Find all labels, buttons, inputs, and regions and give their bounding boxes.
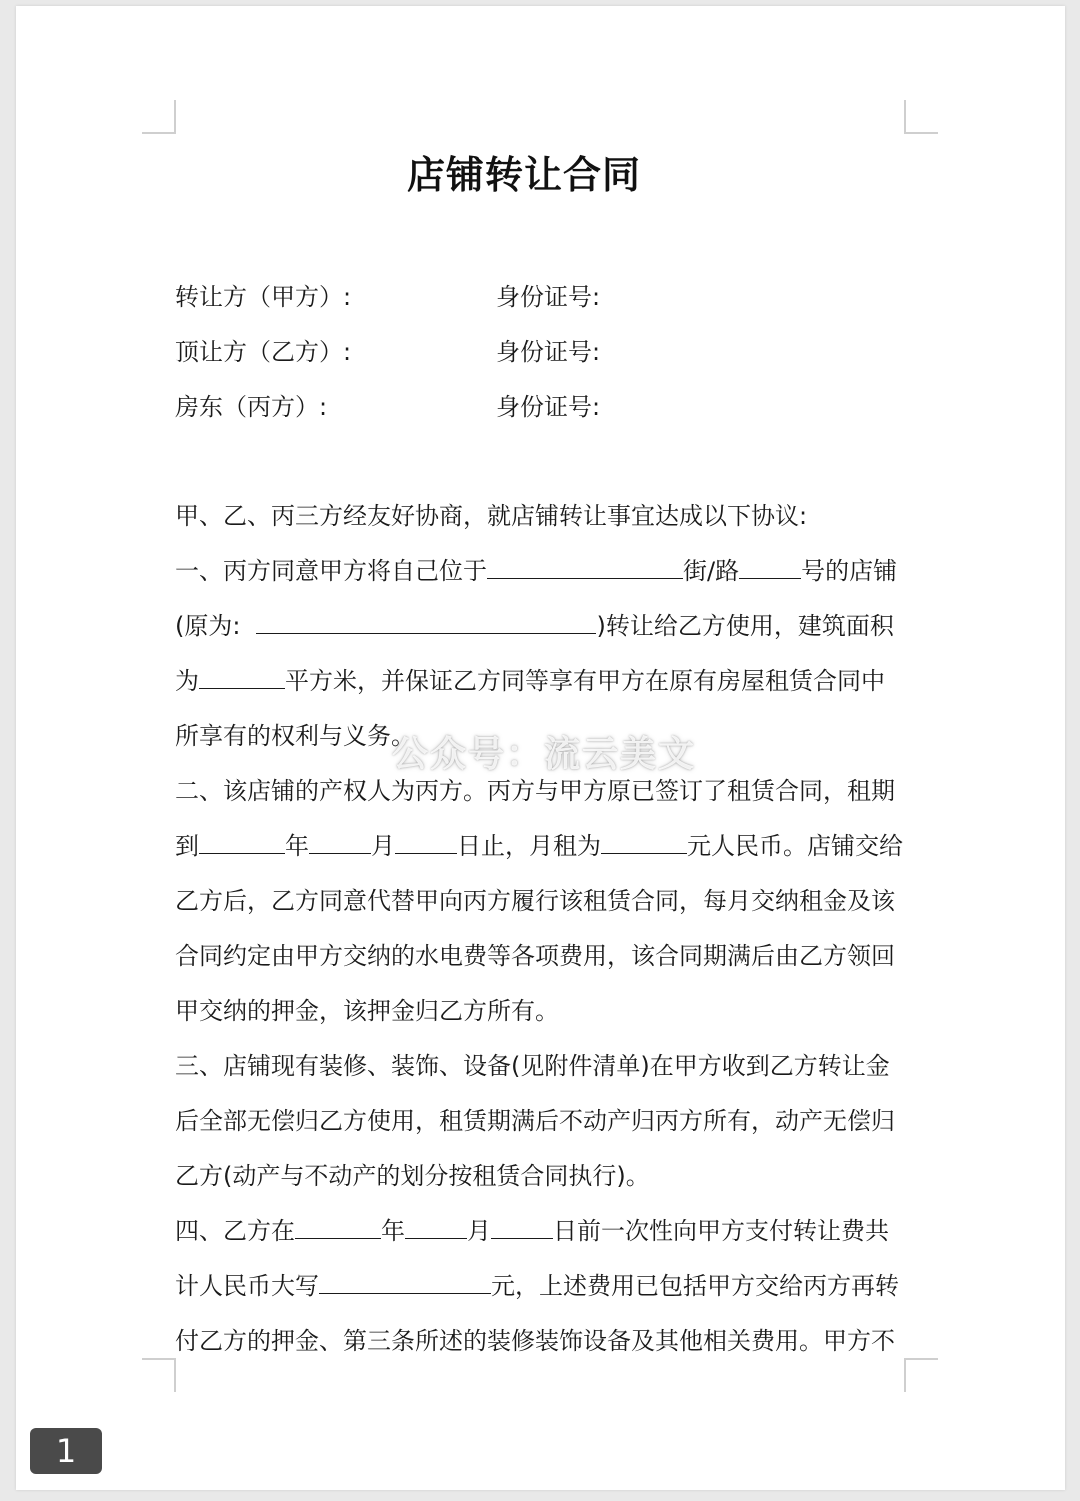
lease-year-blank <box>199 831 285 854</box>
clause-2-line-1: 二、该店铺的产权人为丙方。丙方与甲方原已签订了租赁合同，租期 <box>175 777 895 805</box>
clause-text: 四、乙方在 <box>175 1217 295 1245</box>
clause-text: 平方米，并保证乙方同等享有甲方在原有房屋租赁合同中 <box>285 667 885 695</box>
intro-paragraph: 甲、乙、丙三方经友好协商，就店铺转让事宜达成以下协议: <box>175 502 808 530</box>
lease-day-blank <box>395 831 457 854</box>
page-number-badge: 1 <box>30 1428 102 1474</box>
clause-text: 元人民币。店铺交给 <box>687 832 903 860</box>
clause-4-line-2 <box>175 1271 905 1301</box>
document-title: 店铺转让合同 <box>406 153 641 197</box>
monthly-rent-blank <box>601 831 687 854</box>
margin-mark-bottom-left <box>142 1358 176 1392</box>
payment-day-blank <box>491 1216 553 1239</box>
margin-mark-top-left <box>142 100 176 134</box>
amount-uppercase-blank <box>319 1271 491 1294</box>
street-blank <box>487 556 683 579</box>
clause-text: 月 <box>371 832 395 860</box>
margin-mark-top-right <box>904 100 938 134</box>
clause-1-line-4: 所享有的权利与义务。 <box>175 722 415 750</box>
clause-3-line-2: 后全部无偿归乙方使用，租赁期满后不动产归丙方所有，动产无偿归 <box>175 1107 895 1135</box>
party-transferor-id-label: 身份证号: <box>496 283 601 311</box>
clause-3-line-1: 三、店铺现有装修、装饰、设备(见附件清单)在甲方收到乙方转让金 <box>175 1052 890 1080</box>
clause-4-line-3: 付乙方的押金、第三条所述的装修装饰设备及其他相关费用。甲方不 <box>175 1327 895 1355</box>
clause-text: )转让给乙方使用，建筑面积 <box>596 612 894 640</box>
clause-4-line-1 <box>175 1216 905 1246</box>
clause-1-line-2 <box>175 611 905 641</box>
party-transferor-label: 转让方（甲方）: <box>175 283 352 311</box>
clause-text: 街/路 <box>683 557 740 585</box>
clause-2-line-2 <box>175 831 905 861</box>
margin-mark-bottom-right <box>904 1358 938 1392</box>
clause-text: 年 <box>285 832 309 860</box>
party-landlord-label: 房东（丙方）: <box>175 393 328 421</box>
party-transferee-label: 顶让方（乙方）: <box>175 338 352 366</box>
lease-month-blank <box>309 831 371 854</box>
clause-text: 月 <box>467 1217 491 1245</box>
clause-text: 为 <box>175 667 199 695</box>
payment-month-blank <box>405 1216 467 1239</box>
clause-1-line-3 <box>175 666 905 696</box>
clause-text: 元，上述费用已包括甲方交给丙方再转 <box>491 1272 899 1300</box>
payment-year-blank <box>295 1216 381 1239</box>
area-blank <box>199 666 285 689</box>
party-transferee-id-label: 身份证号: <box>496 338 601 366</box>
clause-text: 计人民币大写 <box>175 1272 319 1300</box>
clause-3-line-3: 乙方(动产与不动产的划分按租赁合同执行)。 <box>175 1162 650 1190</box>
clause-text: 号的店铺 <box>801 557 898 585</box>
original-use-blank <box>256 611 596 634</box>
number-blank <box>739 556 801 579</box>
clause-text: 到 <box>175 832 199 860</box>
clause-2-line-4: 合同约定由甲方交纳的水电费等各项费用，该合同期满后由乙方领回 <box>175 942 895 970</box>
clause-2-line-5: 甲交纳的押金，该押金归乙方所有。 <box>175 997 559 1025</box>
clause-text: 日前一次性向甲方支付转让费共 <box>553 1217 889 1245</box>
clause-text: (原为: <box>175 612 241 640</box>
clause-1-line-1 <box>175 556 905 586</box>
party-landlord-id-label: 身份证号: <box>496 393 601 421</box>
watermark: 公众号：流云美文 <box>392 734 697 775</box>
clause-2-line-3: 乙方后，乙方同意代替甲向丙方履行该租赁合同，每月交纳租金及该 <box>175 887 895 915</box>
clause-text: 年 <box>381 1217 405 1245</box>
clause-text: 一、丙方同意甲方将自己位于 <box>175 557 487 585</box>
clause-text: 日止，月租为 <box>457 832 601 860</box>
